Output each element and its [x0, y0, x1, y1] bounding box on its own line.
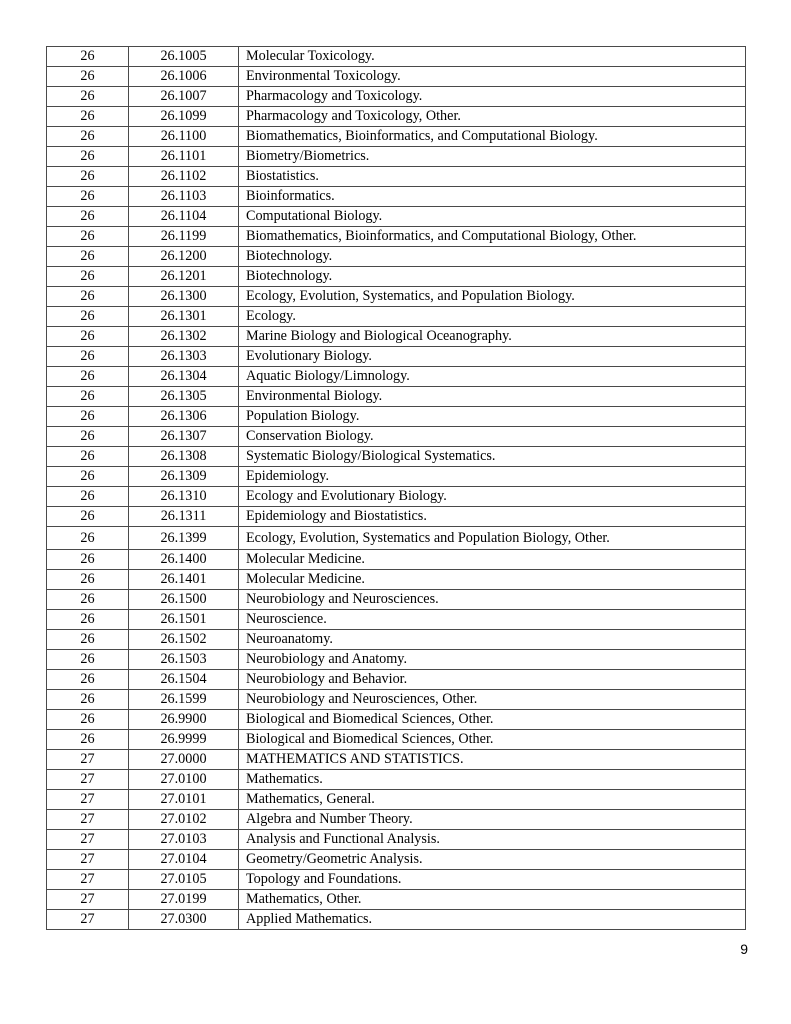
title-cell: Biotechnology.: [239, 267, 746, 287]
table-row: [47, 810, 746, 830]
table-row: [47, 910, 746, 930]
table-row: [47, 550, 746, 570]
title-cell: Environmental Biology.: [239, 387, 746, 407]
table-row: [47, 427, 746, 447]
title-cell: Algebra and Number Theory.: [239, 810, 746, 830]
family-cell: 26: [47, 287, 129, 307]
title-cell: Topology and Foundations.: [239, 870, 746, 890]
cip-code-cell: 27.0103: [129, 830, 239, 850]
cip-code-cell: 27.0300: [129, 910, 239, 930]
family-cell: 26: [47, 207, 129, 227]
table-row: [47, 670, 746, 690]
title-cell: Geometry/Geometric Analysis.: [239, 850, 746, 870]
table-row: [47, 570, 746, 590]
title-cell: Aquatic Biology/Limnology.: [239, 367, 746, 387]
family-cell: 26: [47, 387, 129, 407]
table-row: [47, 790, 746, 810]
family-cell: 26: [47, 327, 129, 347]
family-cell: 27: [47, 810, 129, 830]
family-cell: 26: [47, 147, 129, 167]
title-cell: Neurobiology and Behavior.: [239, 670, 746, 690]
cip-code-cell: 27.0102: [129, 810, 239, 830]
table-row: [47, 367, 746, 387]
family-cell: 26: [47, 267, 129, 287]
table-row: [47, 147, 746, 167]
family-cell: 27: [47, 790, 129, 810]
table-row: [47, 507, 746, 527]
table-row: [47, 407, 746, 427]
title-cell: Ecology, Evolution, Systematics and Population Biology, Other.: [239, 527, 746, 550]
family-cell: 26: [47, 690, 129, 710]
title-cell: Evolutionary Biology.: [239, 347, 746, 367]
cip-code-cell: 26.1307: [129, 427, 239, 447]
family-cell: 26: [47, 447, 129, 467]
table-row: [47, 167, 746, 187]
family-cell: 26: [47, 187, 129, 207]
family-cell: 27: [47, 830, 129, 850]
family-cell: 26: [47, 367, 129, 387]
table-row: [47, 87, 746, 107]
title-cell: Biotechnology.: [239, 247, 746, 267]
title-cell: Applied Mathematics.: [239, 910, 746, 930]
table-row: [47, 247, 746, 267]
cip-code-cell: 26.1103: [129, 187, 239, 207]
table-row: [47, 710, 746, 730]
title-cell: Environmental Toxicology.: [239, 67, 746, 87]
title-cell: Pharmacology and Toxicology.: [239, 87, 746, 107]
title-cell: Molecular Toxicology.: [239, 47, 746, 67]
title-cell: Ecology, Evolution, Systematics, and Population Biology.: [239, 287, 746, 307]
family-cell: 27: [47, 910, 129, 930]
table-row: [47, 267, 746, 287]
cip-code-cell: 26.1599: [129, 690, 239, 710]
family-cell: 27: [47, 850, 129, 870]
cip-code-cell: 27.0105: [129, 870, 239, 890]
cip-code-cell: 27.0199: [129, 890, 239, 910]
title-cell: Biomathematics, Bioinformatics, and Computational Biology, Other.: [239, 227, 746, 247]
cip-code-cell: 26.1302: [129, 327, 239, 347]
cip-code-cell: 26.1101: [129, 147, 239, 167]
title-cell: Computational Biology.: [239, 207, 746, 227]
table-row: [47, 630, 746, 650]
cip-code-cell: 26.1007: [129, 87, 239, 107]
table-row: [47, 830, 746, 850]
title-cell: Neurobiology and Neurosciences, Other.: [239, 690, 746, 710]
title-cell: Biological and Biomedical Sciences, Other.: [239, 730, 746, 750]
cip-code-cell: 27.0101: [129, 790, 239, 810]
cip-code-cell: 26.1308: [129, 447, 239, 467]
table-body: [47, 47, 746, 930]
title-cell: Population Biology.: [239, 407, 746, 427]
table-row: [47, 307, 746, 327]
title-cell: Analysis and Functional Analysis.: [239, 830, 746, 850]
table-row: [47, 347, 746, 367]
cip-code-cell: 26.1401: [129, 570, 239, 590]
cip-code-cell: 26.1304: [129, 367, 239, 387]
table-row: [47, 327, 746, 347]
family-cell: 26: [47, 347, 129, 367]
cip-code-cell: 26.1200: [129, 247, 239, 267]
family-cell: 26: [47, 87, 129, 107]
family-cell: 26: [47, 550, 129, 570]
family-cell: 26: [47, 127, 129, 147]
table-row: [47, 467, 746, 487]
table-row: [47, 650, 746, 670]
family-cell: 26: [47, 670, 129, 690]
cip-code-cell: 26.9999: [129, 730, 239, 750]
title-cell: Neuroscience.: [239, 610, 746, 630]
title-cell: Marine Biology and Biological Oceanography.: [239, 327, 746, 347]
title-cell: Biomathematics, Bioinformatics, and Computational Biology.: [239, 127, 746, 147]
cip-code-cell: 26.1005: [129, 47, 239, 67]
cip-code-cell: 26.1201: [129, 267, 239, 287]
family-cell: 26: [47, 107, 129, 127]
table-row: [47, 690, 746, 710]
table-row: [47, 287, 746, 307]
cip-code-cell: 26.1504: [129, 670, 239, 690]
table-row: [47, 527, 746, 550]
table-row: [47, 750, 746, 770]
cip-code-cell: 26.1199: [129, 227, 239, 247]
table-row: [47, 610, 746, 630]
cip-code-cell: 26.1311: [129, 507, 239, 527]
title-cell: Ecology and Evolutionary Biology.: [239, 487, 746, 507]
family-cell: 26: [47, 630, 129, 650]
cip-code-cell: 26.1300: [129, 287, 239, 307]
table-row: [47, 187, 746, 207]
cip-code-cell: 26.1006: [129, 67, 239, 87]
family-cell: 26: [47, 610, 129, 630]
title-cell: MATHEMATICS AND STATISTICS.: [239, 750, 746, 770]
cip-code-cell: 26.1104: [129, 207, 239, 227]
table-row: [47, 850, 746, 870]
family-cell: 26: [47, 570, 129, 590]
family-cell: 27: [47, 890, 129, 910]
family-cell: 27: [47, 770, 129, 790]
title-cell: Systematic Biology/Biological Systematics.: [239, 447, 746, 467]
cip-code-cell: 26.1102: [129, 167, 239, 187]
title-cell: Mathematics, General.: [239, 790, 746, 810]
cip-code-cell: 27.0104: [129, 850, 239, 870]
table-row: [47, 107, 746, 127]
cip-code-cell: 26.1502: [129, 630, 239, 650]
table-row: [47, 387, 746, 407]
table-row: [47, 890, 746, 910]
title-cell: Conservation Biology.: [239, 427, 746, 447]
family-cell: 26: [47, 507, 129, 527]
family-cell: 26: [47, 650, 129, 670]
cip-code-cell: 26.1309: [129, 467, 239, 487]
cip-code-cell: 26.1310: [129, 487, 239, 507]
table-row: [47, 870, 746, 890]
family-cell: 26: [47, 730, 129, 750]
table-row: [47, 770, 746, 790]
table-row: [47, 730, 746, 750]
title-cell: Mathematics, Other.: [239, 890, 746, 910]
title-cell: Biological and Biomedical Sciences, Other.: [239, 710, 746, 730]
family-cell: 26: [47, 307, 129, 327]
cip-code-cell: 26.1500: [129, 590, 239, 610]
title-cell: Pharmacology and Toxicology, Other.: [239, 107, 746, 127]
family-cell: 26: [47, 710, 129, 730]
family-cell: 27: [47, 870, 129, 890]
cip-code-cell: 26.1400: [129, 550, 239, 570]
family-cell: 26: [47, 527, 129, 550]
cip-code-cell: 27.0000: [129, 750, 239, 770]
title-cell: Neurobiology and Anatomy.: [239, 650, 746, 670]
cip-code-cell: 26.1301: [129, 307, 239, 327]
table-row: [47, 47, 746, 67]
cip-code-cell: 26.1501: [129, 610, 239, 630]
family-cell: 26: [47, 167, 129, 187]
cip-code-cell: 26.1099: [129, 107, 239, 127]
cip-code-cell: 26.1100: [129, 127, 239, 147]
family-cell: 26: [47, 247, 129, 267]
family-cell: 26: [47, 467, 129, 487]
title-cell: Molecular Medicine.: [239, 570, 746, 590]
family-cell: 26: [47, 487, 129, 507]
cip-code-cell: 26.1503: [129, 650, 239, 670]
cip-code-cell: 26.1399: [129, 527, 239, 550]
cip-code-cell: 26.1306: [129, 407, 239, 427]
family-cell: 26: [47, 590, 129, 610]
title-cell: Epidemiology and Biostatistics.: [239, 507, 746, 527]
cip-code-cell: 26.9900: [129, 710, 239, 730]
family-cell: 26: [47, 407, 129, 427]
table-row: [47, 447, 746, 467]
family-cell: 27: [47, 750, 129, 770]
title-cell: Epidemiology.: [239, 467, 746, 487]
table-row: [47, 227, 746, 247]
family-cell: 26: [47, 227, 129, 247]
title-cell: Neuroanatomy.: [239, 630, 746, 650]
title-cell: Biometry/Biometrics.: [239, 147, 746, 167]
cip-code-cell: 26.1305: [129, 387, 239, 407]
title-cell: Biostatistics.: [239, 167, 746, 187]
family-cell: 26: [47, 47, 129, 67]
title-cell: Neurobiology and Neurosciences.: [239, 590, 746, 610]
title-cell: Ecology.: [239, 307, 746, 327]
table-row: [47, 487, 746, 507]
family-cell: 26: [47, 427, 129, 447]
title-cell: Mathematics.: [239, 770, 746, 790]
cip-code-table: [46, 46, 746, 930]
table-row: [47, 127, 746, 147]
table-row: [47, 207, 746, 227]
table-row: [47, 590, 746, 610]
page-number: 9: [740, 941, 748, 957]
family-cell: 26: [47, 67, 129, 87]
cip-code-cell: 26.1303: [129, 347, 239, 367]
title-cell: Bioinformatics.: [239, 187, 746, 207]
cip-code-cell: 27.0100: [129, 770, 239, 790]
table-row: [47, 67, 746, 87]
title-cell: Molecular Medicine.: [239, 550, 746, 570]
